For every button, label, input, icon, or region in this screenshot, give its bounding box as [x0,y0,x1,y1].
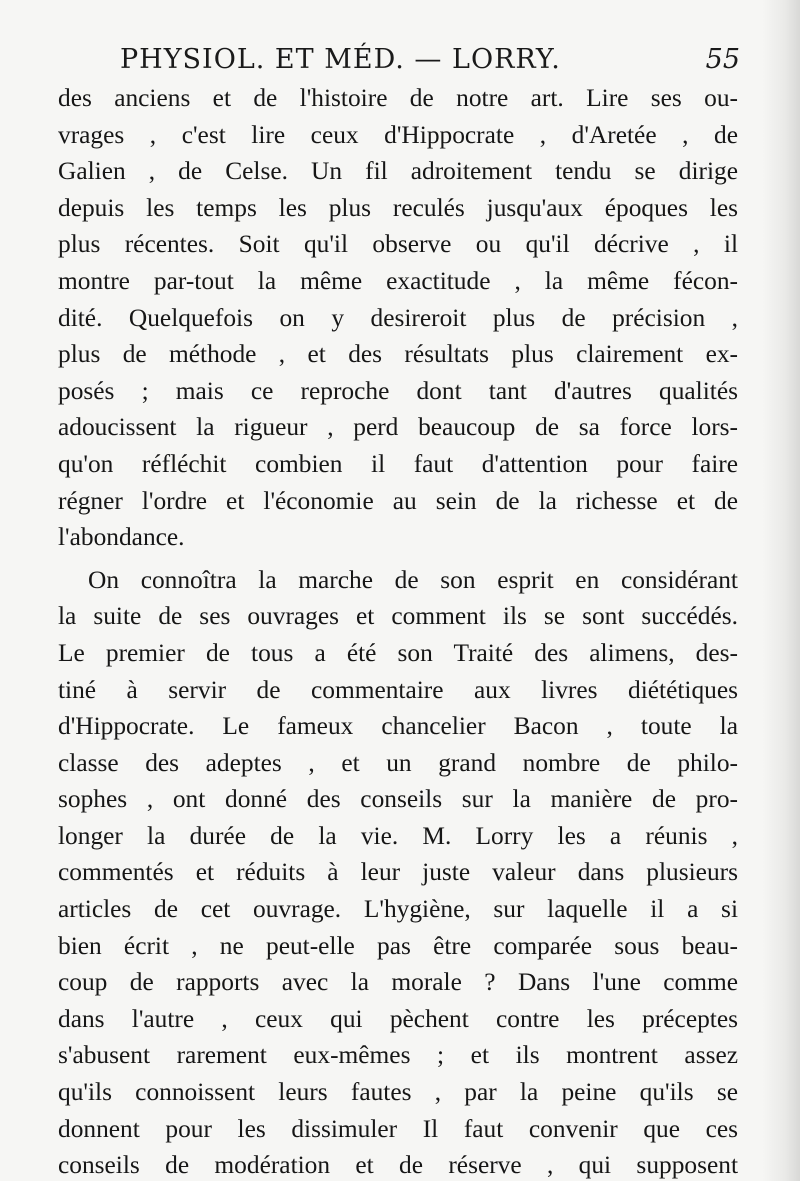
text-line: dans l'autre , ceux qui pèchent contre les préceptes [58,1004,738,1033]
text-line: On connoîtra la marche de son esprit en considérant [88,565,738,594]
page-edge-shadow [762,0,800,1181]
text-line: plus récentes. Soit qu'il observe ou qu'il décrive , il [58,230,738,259]
text-line: l'abondance. [58,523,185,552]
paragraph-1 [58,80,738,556]
text-line: posés ; mais ce reproche dont tant d'autres qualités [58,376,738,405]
text-line: depuis les temps les plus reculés jusqu'aux époques les [58,193,738,222]
text-line: des anciens et de l'histoire de notre art. Lire ses ou- [58,84,738,112]
text-line: conseils de modération et de réserve , qui supposent [58,1151,738,1180]
text-line: tiné à servir de commentaire aux livres diététiques [58,675,738,704]
text-line: adoucissent la rigueur , perd beaucoup de sa force lors- [58,413,738,442]
text-line: vrages , c'est lire ceux d'Hippocrate , d'Aretée , de [58,120,738,149]
text-line: commentés et réduits à leur juste valeur dans plusieurs [58,858,738,887]
text-line: longer la durée de la vie. M. Lorry les a réunis , [58,821,738,850]
body-text [58,80,738,1184]
text-line: bien écrit , ne peut-elle pas être comparée sous beau- [58,931,738,960]
text-line: articles de cet ouvrage. L'hygiène, sur laquelle il a si [58,895,738,924]
text-line: qu'on réfléchit combien il faut d'attention pour faire [58,449,738,478]
page-number: 55 [705,44,740,75]
text-line: dité. Quelquefois on y desireroit plus de précision , [58,303,738,332]
text-line: la suite de ses ouvrages et comment ils se sont succédés. [58,602,738,631]
paragraph-2 [58,562,738,1184]
text-line: s'abusent rarement eux-mêmes ; et ils montrent assez [58,1041,738,1070]
text-line: Galien , de Celse. Un fil adroitement tendu se dirige [58,157,738,186]
text-line: montre par-tout la même exactitude , la même fécon- [58,266,738,295]
text-line: donnent pour les dissimuler Il faut convenir que ces [58,1114,738,1143]
text-line: plus de méthode , et des résultats plus clairement ex- [58,340,738,369]
text-line: coup de rapports avec la morale ? Dans l'une comme [58,968,738,997]
running-head: PHYSIOL. ET MÉD. — LORRY. [120,44,561,75]
text-line: sophes , ont donné des conseils sur la manière de pro- [58,785,738,814]
text-line: d'Hippocrate. Le fameux chancelier Bacon , toute la [58,712,738,741]
text-line: Le premier de tous a été son Traité des alimens, des- [58,638,738,667]
text-line: qu'ils connoissent leurs fautes , par la peine qu'ils se [58,1078,738,1107]
text-line: classe des adeptes , et un grand nombre de philo- [58,748,738,777]
text-line: régner l'ordre et l'économie au sein de la richesse et de [58,486,738,515]
page-header [120,42,740,82]
